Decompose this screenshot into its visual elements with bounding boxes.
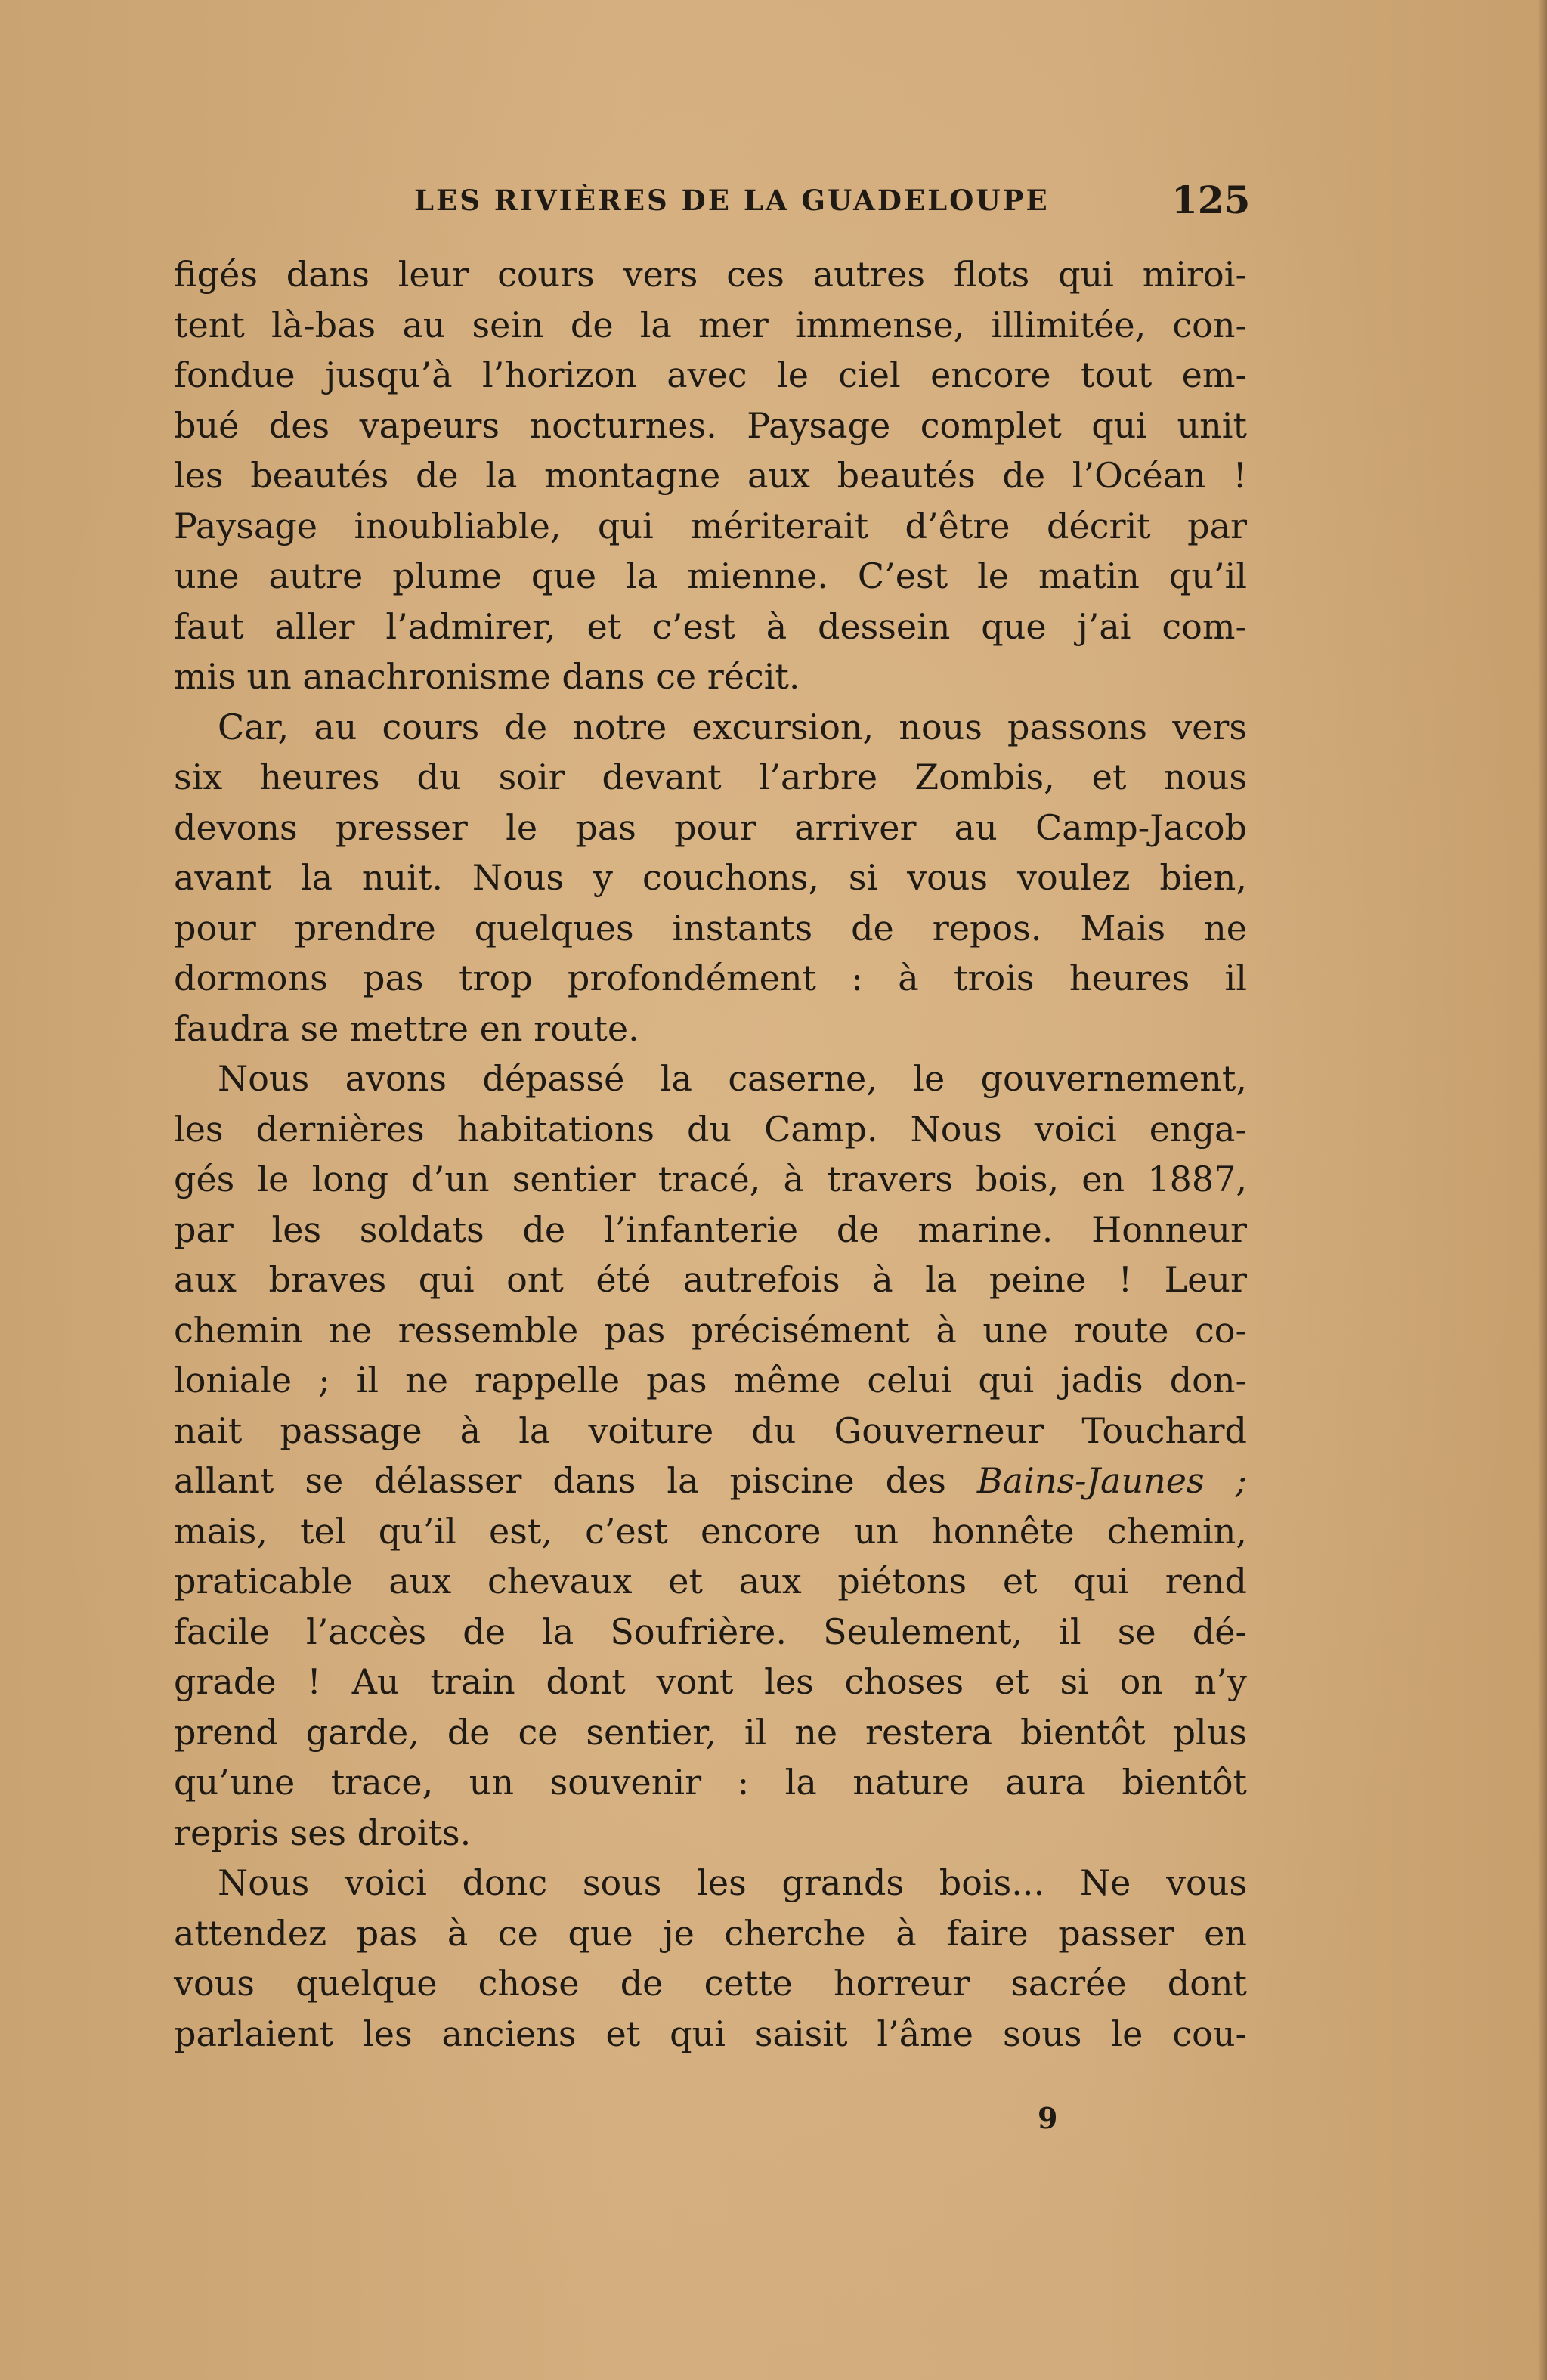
text-line: praticable aux chevaux et aux piétons et qui rend bbox=[174, 1561, 1247, 1602]
text-line: nait passage à la voiture du Gouverneur Touchard bbox=[174, 1410, 1247, 1451]
text-line: qu’une trace, un souvenir : la nature aura bientôt bbox=[174, 1762, 1247, 1803]
text-line: dormons pas trop profondément : à trois heures il bbox=[174, 958, 1247, 998]
body-text bbox=[174, 249, 1247, 2059]
text-line: figés dans leur cours vers ces autres flots qui miroi- bbox=[174, 254, 1247, 295]
text-line: Paysage inoubliable, qui mériterait d’être décrit par bbox=[174, 505, 1247, 546]
text-line: aux braves qui ont été autrefois à la peine ! Leur bbox=[174, 1259, 1247, 1300]
text-line: loniale ; il ne rappelle pas même celui qui jadis don- bbox=[174, 1360, 1247, 1400]
text-line: pour prendre quelques instants de repos. Mais ne bbox=[174, 907, 1247, 949]
text-line: Nous avons dépassé la caserne, le gouvernement, bbox=[218, 1058, 1247, 1099]
page-edge-shadow bbox=[1538, 0, 1547, 2380]
text-line: chemin ne ressemble pas précisément à une route co- bbox=[174, 1309, 1247, 1351]
page-number: 125 bbox=[1171, 178, 1251, 222]
text-line: prend garde, de ce sentier, il ne restera bientôt plus bbox=[174, 1711, 1247, 1753]
text-line: bué des vapeurs nocturnes. Paysage complet qui unit bbox=[174, 404, 1247, 446]
text-line-with-italic bbox=[174, 1456, 1247, 1506]
text-line: attendez pas à ce que je cherche à faire passer en bbox=[174, 1912, 1247, 1954]
text-line: devons presser le pas pour arriver au Camp-Jacob bbox=[174, 806, 1247, 848]
text-line: grade ! Au train dont vont les choses et si on n’y bbox=[174, 1661, 1247, 1702]
text-line: les dernières habitations du Camp. Nous voici enga- bbox=[174, 1108, 1247, 1150]
text-line: gés le long d’un sentier tracé, à travers bois, en 1887, bbox=[174, 1159, 1247, 1199]
text-line: les beautés de la montagne aux beautés de l’Océan ! bbox=[174, 455, 1247, 496]
text-line: une autre plume que la mienne. C’est le matin qu’il bbox=[174, 556, 1247, 596]
text-line: faut aller l’admirer, et c’est à dessein que j’ai com- bbox=[174, 605, 1247, 647]
text-line: fondue jusqu’à l’horizon avec le ciel encore tout em- bbox=[174, 354, 1247, 395]
text-line: Nous voici donc sous les grands bois... Ne vous bbox=[218, 1862, 1247, 1903]
text-line: parlaient les anciens et qui saisit l’âme sous le cou- bbox=[174, 2013, 1247, 2054]
italic-phrase: Bains-Jaunes ; bbox=[976, 1460, 1248, 1501]
text-line: Car, au cours de notre excursion, nous passons vers bbox=[218, 706, 1247, 747]
text-line: avant la nuit. Nous y couchons, si vous voulez bien, bbox=[174, 857, 1247, 898]
page-header bbox=[0, 178, 1547, 223]
text-line: six heures du soir devant l’arbre Zombis, et nous bbox=[174, 757, 1247, 797]
text-line: par les soldats de l’infanterie de marine. Honneur bbox=[174, 1209, 1247, 1250]
text-line: repris ses droits. bbox=[174, 1812, 472, 1853]
text-line: facile l’accès de la Soufrière. Seulement, il se dé- bbox=[174, 1611, 1247, 1652]
text-line: faudra se mettre en route. bbox=[174, 1007, 639, 1049]
text-line: vous quelque chose de cette horreur sacrée dont bbox=[174, 1963, 1247, 2004]
signature-mark: 9 bbox=[1038, 2101, 1058, 2135]
text-line: mais, tel qu’il est, c’est encore un honnête chemin, bbox=[174, 1510, 1247, 1552]
text-segment: allant se délasser dans la piscine des bbox=[174, 1460, 946, 1501]
running-title: LES RIVIÈRES DE LA GUADELOUPE bbox=[414, 184, 1050, 217]
text-line: mis un anachronisme dans ce récit. bbox=[174, 656, 800, 697]
text-line: tent là-bas au sein de la mer immense, illimitée, con- bbox=[174, 304, 1247, 345]
